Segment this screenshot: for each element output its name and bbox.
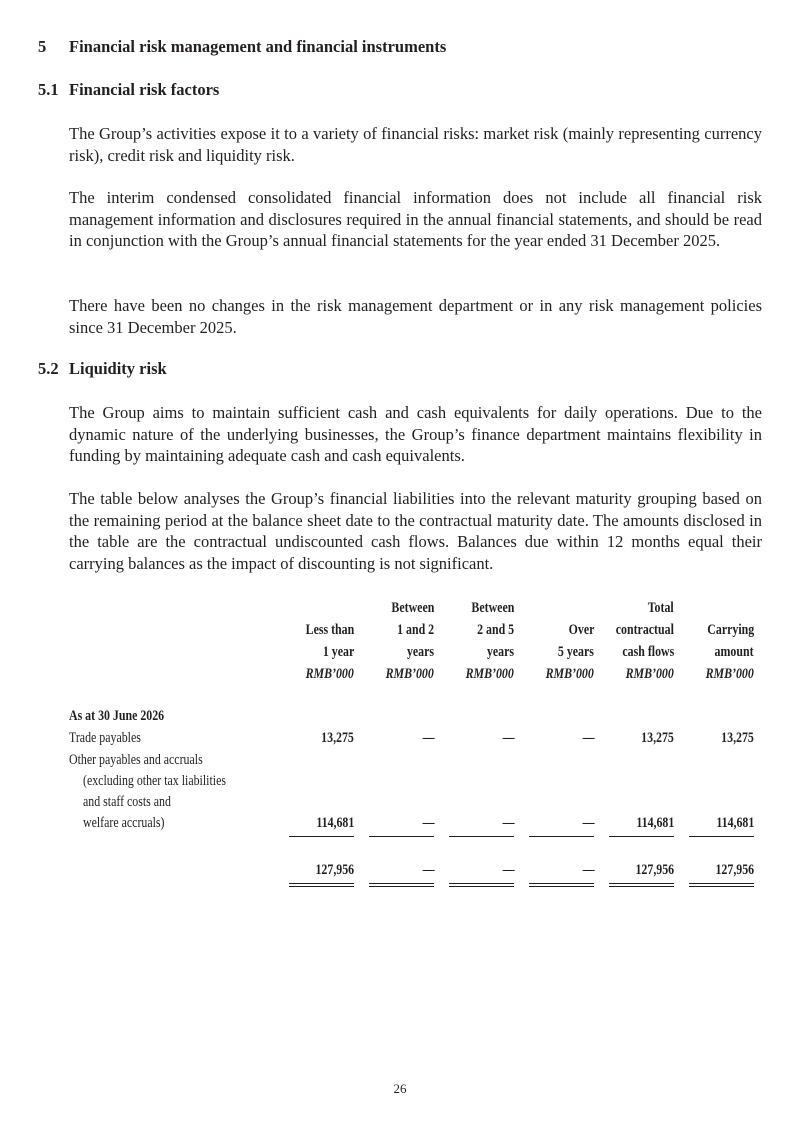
page-number: 26 (393, 1081, 407, 1096)
table-cell: 13,275 (321, 730, 354, 746)
subtotal-rule (529, 836, 594, 837)
table-cell: — (502, 815, 514, 831)
subtotal-rule (689, 836, 754, 837)
subtotal-rule (609, 836, 674, 837)
period-heading: As at 30 June 2026 (69, 708, 165, 724)
column-header: Between 2 and 5 years RMB’000 (465, 600, 514, 682)
total-double-rule (289, 886, 354, 887)
section-number: 5 (38, 37, 47, 56)
total-double-rule (449, 883, 514, 884)
total-double-rule (609, 886, 674, 887)
table-cell: 13,275 (721, 730, 754, 746)
total-cell: — (502, 862, 514, 878)
subsection-number: 5.1 (38, 80, 59, 99)
total-cell: 127,956 (315, 862, 354, 878)
total-double-rule (369, 886, 434, 887)
total-double-rule (529, 883, 594, 884)
subsection-title: Financial risk factors (69, 80, 220, 99)
table-cell: — (502, 730, 514, 746)
total-double-rule (689, 883, 754, 884)
total-cell: 127,956 (635, 862, 674, 878)
subtotal-rule (449, 836, 514, 837)
paragraph: The table below analyses the Group’s financial liabilities into the relevant maturity grouping based on the remaining period at the balance sheet date to the contractual maturity date. The amounts disclosed in the table are the contractual undiscounted cash flows. Balances due within 12 months equal their carrying balances as the impact of discounting is not significant. (69, 489, 762, 573)
table-cell: — (422, 815, 434, 831)
subsection-number: 5.2 (38, 359, 59, 378)
column-header: Carrying amount RMB’000 (705, 622, 754, 682)
paragraph: The Group’s activities expose it to a variety of financial risks: market risk (mainly representing currency risk), credit risk and liquidity risk. (69, 124, 762, 165)
total-double-rule (449, 886, 514, 887)
paragraph: There have been no changes in the risk management department or in any risk management policies since 31 December 2025. (69, 296, 762, 337)
total-cell: — (582, 862, 594, 878)
table-cell: 114,681 (636, 815, 674, 831)
total-cell: — (422, 862, 434, 878)
table-cell: 114,681 (316, 815, 354, 831)
paragraph: The Group aims to maintain sufficient cash and cash equivalents for daily operations. Due to the dynamic nature of the underlying businesses, the Group’s finance department maintains flexibility in funding by maintaining adequate cash and cash equivalents. (69, 403, 762, 466)
total-cell: 127,956 (715, 862, 754, 878)
row-label: Other payables and accruals (excluding other tax liabilities and staff costs and welfare accruals) (69, 752, 226, 831)
total-double-rule (609, 883, 674, 884)
subtotal-rule (369, 836, 434, 837)
table-cell: — (582, 730, 594, 746)
column-header: Total contractual cash flows RMB’000 (615, 600, 674, 682)
subtotal-rule (289, 836, 354, 837)
total-double-rule (369, 883, 434, 884)
paragraph: The interim condensed consolidated financial information does not include all financial risk management information and disclosures required in the annual financial statements, and should be read in conjunction with the Group’s annual financial statements for the year ended 31 December 2025. (69, 188, 762, 251)
column-header: Over 5 years RMB’000 (545, 622, 594, 682)
row-label: Trade payables (69, 730, 141, 746)
table-cell: 114,681 (716, 815, 754, 831)
subsection-title: Liquidity risk (69, 359, 167, 378)
table-cell: — (422, 730, 434, 746)
column-header: Between 1 and 2 years RMB’000 (385, 600, 434, 682)
total-double-rule (289, 883, 354, 884)
total-double-rule (689, 886, 754, 887)
column-header: Less than 1 year RMB’000 (305, 622, 354, 682)
table-cell: 13,275 (641, 730, 674, 746)
table-cell: — (582, 815, 594, 831)
total-double-rule (529, 886, 594, 887)
section-title: Financial risk management and financial instruments (69, 37, 447, 56)
